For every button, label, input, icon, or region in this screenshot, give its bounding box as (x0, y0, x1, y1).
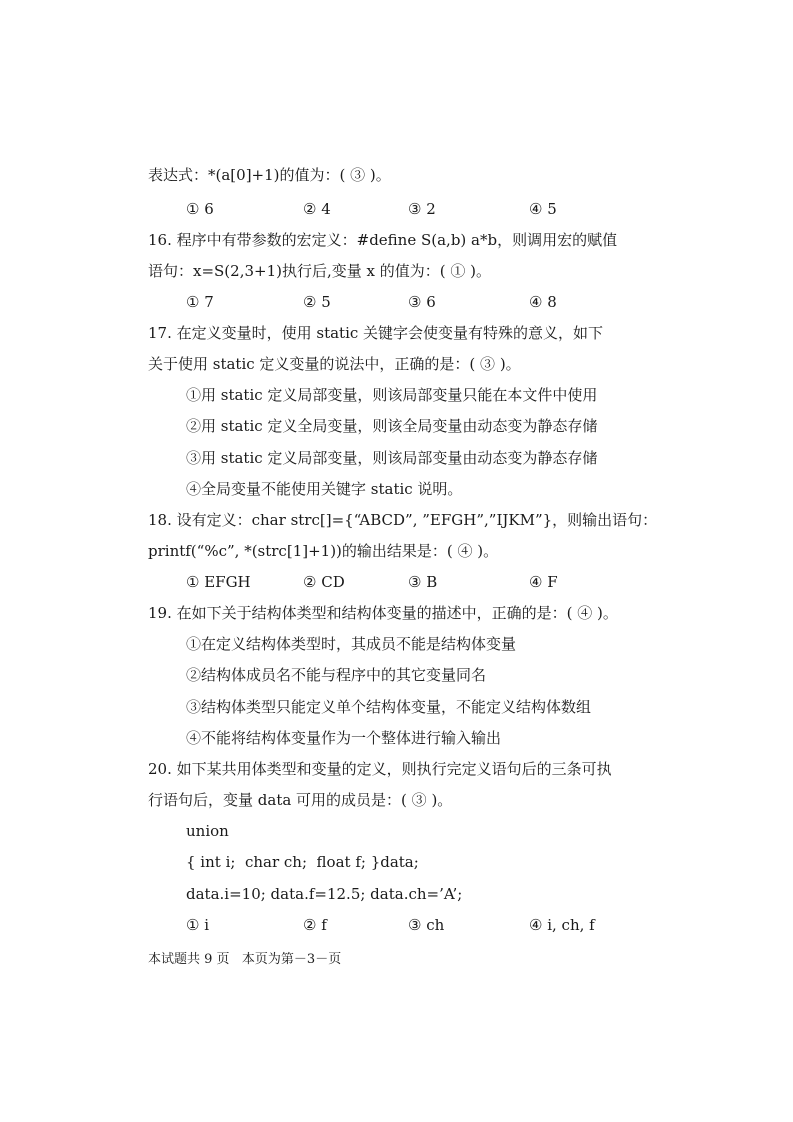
q16-option-1: ① 7 (186, 293, 214, 311)
q17-text-line2: 关于使用 static 定义变量的说法中，正确的是：( ③ )。 (148, 355, 521, 373)
q19-text-line1: 19. 在如下关于结构体类型和结构体变量的描述中，正确的是：( ④ )。 (148, 604, 618, 622)
q20-text-line1: 20. 如下某共用体类型和变量的定义，则执行完定义语句后的三条可执 (148, 760, 612, 778)
q20-option-4: ④ i, ch, f (529, 916, 595, 934)
page-footer: 本试题共 9 页 本页为第－3－页 (148, 952, 342, 967)
q17-choice-3: ③用 static 定义局部变量，则该局部变量由动态变为静态存储 (186, 449, 598, 467)
q18-option-4: ④ F (529, 573, 558, 591)
q20-option-1: ① i (186, 916, 210, 934)
q15-option-2: ② 4 (303, 200, 331, 218)
q19-choice-1: ①在定义结构体类型时，其成员不能是结构体变量 (186, 635, 517, 653)
q18-text-line2: printf(“%c”, *(strc[1]+1))的输出结果是：( ④ )。 (148, 542, 499, 560)
q16-option-2: ② 5 (303, 293, 331, 311)
q17-choice-1: ①用 static 定义局部变量，则该局部变量只能在本文件中使用 (186, 386, 598, 404)
q17-text-line1: 17. 在定义变量时，使用 static 关键字会使变量有特殊的意义，如下 (148, 324, 604, 342)
q16-text-line2: 语句：x=S(2,3+1)执行后,变量 x 的值为：( ① )。 (148, 262, 491, 280)
q18-option-3: ③ B (408, 573, 438, 591)
q19-choice-3: ③结构体类型只能定义单个结构体变量，不能定义结构体数组 (186, 698, 592, 716)
q15-option-3: ③ 2 (408, 200, 436, 218)
q15-option-4: ④ 5 (529, 200, 557, 218)
q16-option-3: ③ 6 (408, 293, 436, 311)
q15-expression-line: 表达式：*(a[0]+1)的值为：( ③ )。 (148, 166, 391, 184)
q16-text-line1: 16. 程序中有带参数的宏定义：#define S(a,b) a*b，则调用宏的赋值 (148, 231, 618, 249)
q18-option-2: ② CD (303, 573, 345, 591)
q20-code-line-1: union (186, 822, 229, 840)
q17-choice-2: ②用 static 定义全局变量，则该全局变量由动态变为静态存储 (186, 417, 598, 435)
q20-code-line-3: data.i=10; data.f=12.5; data.ch=’A’; (186, 885, 463, 903)
q20-code-line-2: { int i; char ch; float f; }data; (186, 853, 419, 871)
q20-option-2: ② f (303, 916, 327, 934)
q20-text-line2: 行语句后，变量 data 可用的成员是：( ③ )。 (148, 791, 453, 809)
q19-choice-2: ②结构体成员名不能与程序中的其它变量同名 (186, 666, 487, 684)
q18-option-1: ① EFGH (186, 573, 251, 591)
q20-option-3: ③ ch (408, 916, 445, 934)
q17-choice-4: ④全局变量不能使用关键字 static 说明。 (186, 480, 463, 498)
q18-text-line1: 18. 设有定义：char strc[]={“ABCD”, ”EFGH”,”IJKM”}，则输出语句： (148, 511, 658, 529)
q19-choice-4: ④不能将结构体变量作为一个整体进行输入输出 (186, 729, 502, 747)
q16-option-4: ④ 8 (529, 293, 557, 311)
q15-option-1: ① 6 (186, 200, 214, 218)
